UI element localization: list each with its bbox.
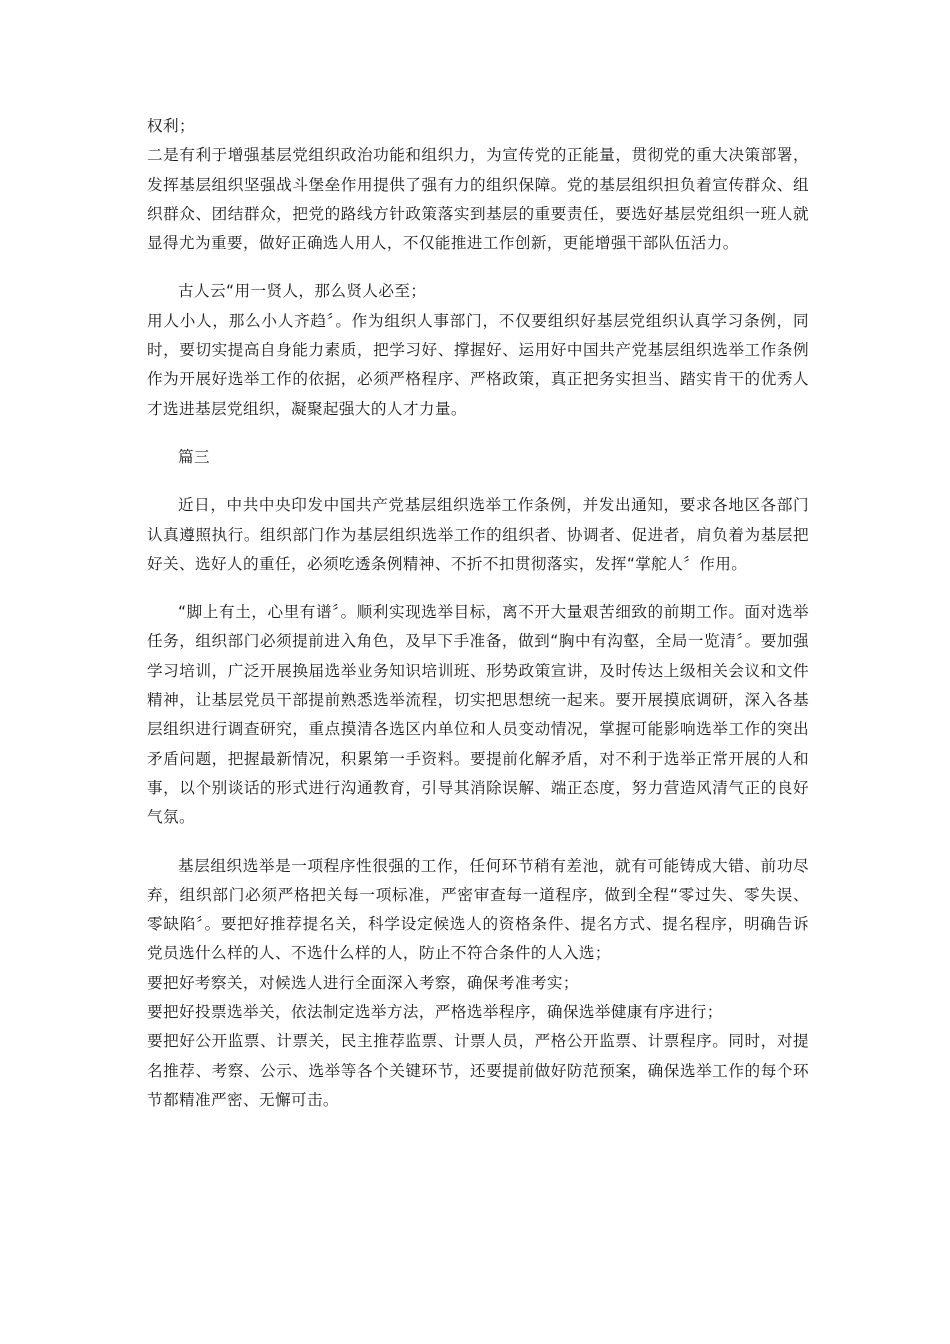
paragraph: 用人小人，那么小人齐趋〞。作为组织人事部门，不仅要组织好基层党组织认真学习条例，同时，要切实提高自身能力素质，把学习好、撑握好、运用好中国共产党基层组织选举工作条例作为开展好选举工作的依据，必须严格程序、严格政策，真正把务实担当、踏实肯干的优秀人才选进基层党组织，凝聚起强大的人才力量。 <box>147 311 809 418</box>
paragraph-line: 权利； <box>147 117 195 135</box>
paragraph-line: 要把好考察关，对候选人进行全面深入考察，确保考准考实； <box>147 973 579 992</box>
paragraph-quote-start: 古人云“用一贤人，那么贤人必至； <box>178 282 427 301</box>
paragraph-line: 要把好投票选举关，依法制定选举方法，严格选举程序，确保选举健康有序进行； <box>147 1003 723 1022</box>
document-body <box>147 112 809 1115</box>
paragraph: 基层组织选举是一项程序性很强的工作，任何环节稍有差池，就有可能铸成大错、前功尽弃，组织部门必须严格把关每一项标准，严密审查每一道程序，做到全程“零过失、零失误、零缺陷〞。要把好推荐提名关，科学设定候选人的资格条件、提名方式、提名程序，明确告诉党员选什么样的人、不选什么样的人，防止不符合条件的人入选； <box>147 856 809 963</box>
paragraph: 二是有利于增强基层党组织政治功能和组织力，为宣传党的正能量，贯彻党的重大决策部署，发挥基层组织坚强战斗堡垒作用提供了强有力的组织保障。党的基层组织担负着宣传群众、组织群众、团结群众，把党的路线方针政策落实到基层的重要责任，要选好基层党组织一班人就显得尤为重要，做好正确选人用人，不仅能推进工作创新，更能增强干部队伍活力。 <box>147 146 809 253</box>
paragraph: “脚上有土，心里有谱〞。顺利实现选举目标，离不开大量艰苦细致的前期工作。面对选举任务，组织部门必须提前进入角色，及早下手准备，做到“胸中有沟壑，全局一览清〞。要加强学习培训，广泛开展换届选举业务知识培训班、形势政策宣讲，及时传达上级相关会议和文件精神，让基层党员干部提前熟悉选举流程，切实把思想统一起来。要开展摸底调研，深入各基层组织进行调查研究，重点摸清各选区内单位和人员变动情况，掌握可能影响选举工作的突出矛盾问题，把握最新情况，积累第一手资料。要提前化解矛盾，对不利于选举正常开展的人和事，以个别谈话的形式进行沟通教育，引导其消除误解、端正态度，努力营造风清气正的良好气氛。 <box>147 603 809 827</box>
paragraph: 要把好公开监票、计票关，民主推荐监票、计票人员，严格公开监票、计票程序。同时，对提名推荐、考察、公示、选举等各个关键环节，还要提前做好防范预案，确保选举工作的每个环节都精准严密、无懈可击。 <box>147 1032 809 1109</box>
paragraph: 近日，中共中央印发中国共产党基层组织选举工作条例，并发出通知，要求各地区各部门认真遵照执行。组织部门作为基层组织选举工作的组织者、协调者、促进者，肩负着为基层把好关、选好人的重任，必须吃透条例精神、不折不扣贯彻落实，发挥“掌舵人〞作用。 <box>147 496 809 573</box>
section-heading: 篇三 <box>178 447 210 466</box>
